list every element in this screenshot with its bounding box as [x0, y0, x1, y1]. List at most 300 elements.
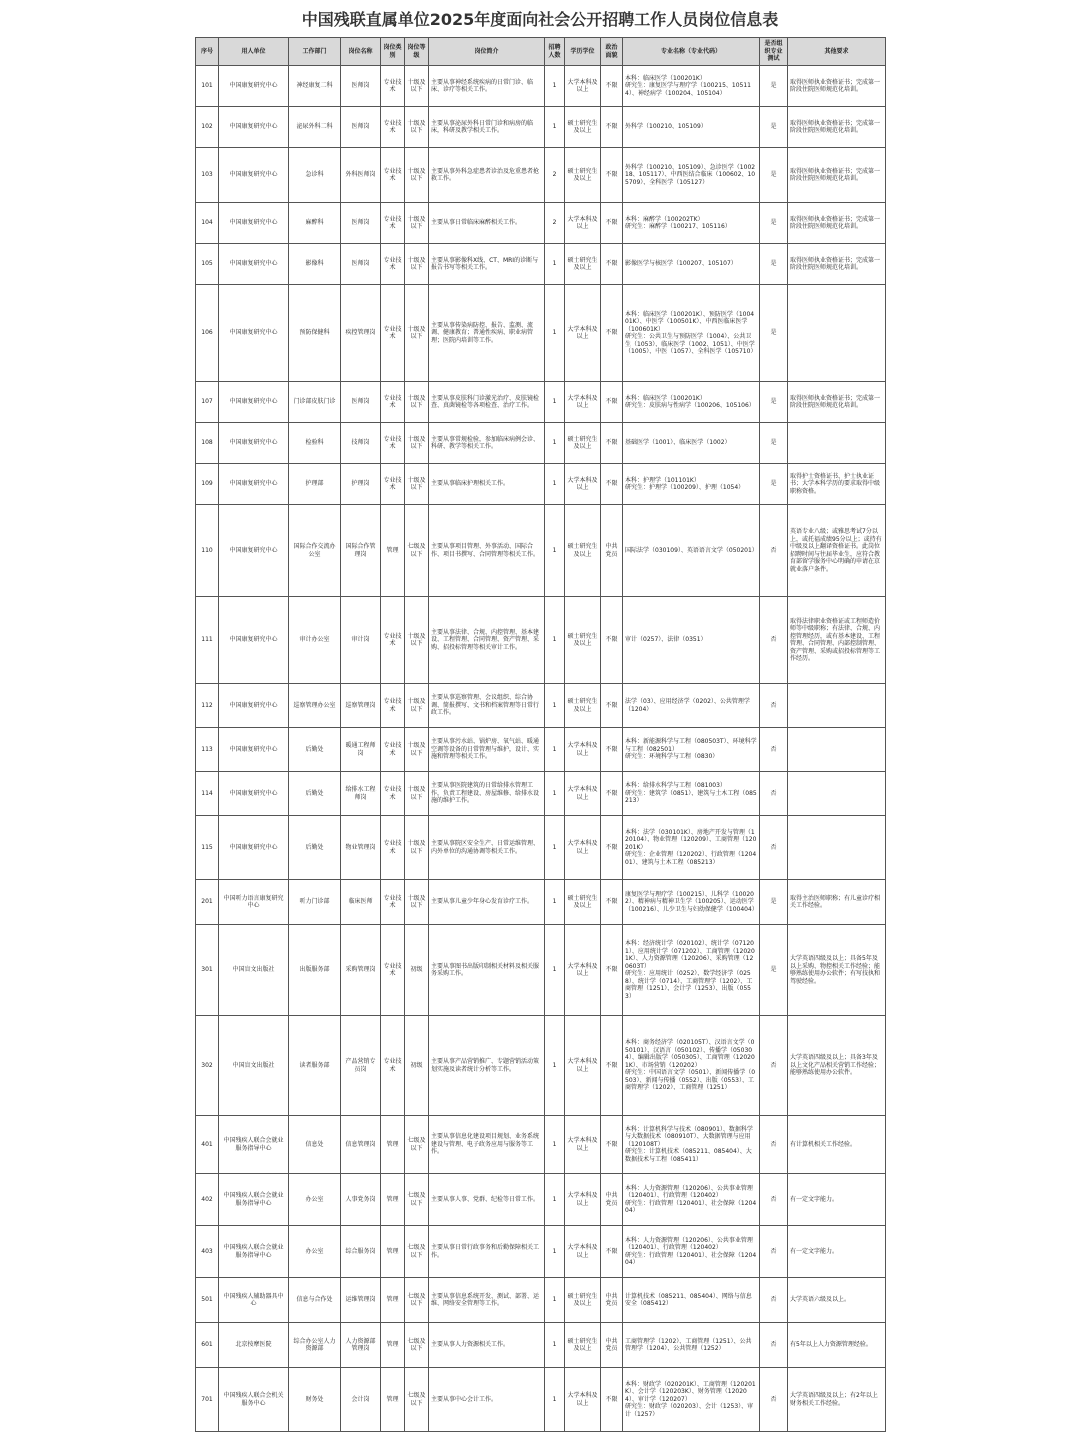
row-count: 1 [545, 728, 565, 772]
row-post: 综合服务岗 [341, 1226, 381, 1278]
row-number: 104 [196, 203, 219, 244]
row-major: 本科：经济统计学（020102）、统计学（071201）、应用统计学（071202）、工商管理（120201K）、人力资源管理（120206）、采购管理（120603T） 研究生：应用统计（0252）、数学经济学（0258）、统计学（0714）、工商管理学（1202）、工商管理（1251）、会计学（1253）、出版（0553） [623, 925, 760, 1016]
row-category: 专业技术 [381, 285, 405, 382]
row-category: 专业技术 [381, 684, 405, 728]
row-other [788, 285, 886, 382]
header-count: 招聘人数 [545, 38, 565, 66]
row-level: 十级及以下 [405, 772, 429, 816]
row-level: 初级 [405, 925, 429, 1016]
row-description: 主要从事院区安全生产、日常运维管理、内外单位的沟通协调等相关工作。 [429, 816, 545, 880]
table-row [196, 816, 886, 880]
row-category: 专业技术 [381, 816, 405, 880]
table-row [196, 1116, 886, 1174]
row-unit: 中国盲文出版社 [219, 1016, 289, 1116]
row-other: 大学英语六级及以上。 [788, 1278, 886, 1323]
row-count: 1 [545, 1016, 565, 1116]
row-test: 否 [760, 1323, 788, 1368]
row-test: 是 [760, 382, 788, 423]
row-major: 本科：人力资源管理（120206）、公共事业管理（120401）、行政管理（120402） 研究生：行政管理（120401）、社会保障（120404） [623, 1226, 760, 1278]
header-dept: 工作部门 [289, 38, 341, 66]
row-post: 医师岗 [341, 107, 381, 148]
row-post: 医师岗 [341, 382, 381, 423]
row-unit: 中国康复研究中心 [219, 285, 289, 382]
row-other: 取得主治医师职称；有儿童诊疗相关工作经验。 [788, 880, 886, 925]
row-department: 巡察管理办公室 [289, 684, 341, 728]
row-description: 主要从事神经系统疾病的日常门诊、临床、诊疗等相关工作。 [429, 66, 545, 107]
header-category: 岗位类别 [381, 38, 405, 66]
row-number: 109 [196, 464, 219, 505]
header-education: 学历学位 [565, 38, 601, 66]
row-count: 1 [545, 244, 565, 285]
row-post: 审计岗 [341, 597, 381, 684]
row-department: 综合办公室人力资源部 [289, 1323, 341, 1368]
row-description: 主要从事日常行政事务和后勤保障相关工作。 [429, 1226, 545, 1278]
row-description: 主要从事常规检验，参加临床病例会诊、科研、教学等相关工作。 [429, 423, 545, 464]
row-test: 否 [760, 1278, 788, 1323]
row-category: 专业技术 [381, 597, 405, 684]
table-row [196, 1278, 886, 1323]
row-education: 大学本科及以上 [565, 382, 601, 423]
row-level: 十级及以下 [405, 597, 429, 684]
row-level: 七级及以下 [405, 1323, 429, 1368]
row-department: 国际合作交流办公室 [289, 505, 341, 597]
row-political: 不限 [601, 285, 623, 382]
row-level: 七级及以下 [405, 505, 429, 597]
row-post: 国际合作管理岗 [341, 505, 381, 597]
header-political: 政治面貌 [601, 38, 623, 66]
row-post: 医师岗 [341, 203, 381, 244]
table-row [196, 1016, 886, 1116]
row-other: 大学英语四级及以上；具备3年及以上文化产品相关营销工作经验；能够熟练使用办公软件。 [788, 1016, 886, 1116]
row-major: 工商管理学（1202）、工商管理（1251）、公共管理学（1204）、公共管理（1252） [623, 1323, 760, 1368]
row-department: 审计办公室 [289, 597, 341, 684]
table-row [196, 597, 886, 684]
row-description: 主要从事信息化建设项目规划、业务系统建设与管理、电子政务应用与服务等工作。 [429, 1116, 545, 1174]
row-department: 影像科 [289, 244, 341, 285]
row-other: 取得医师执业资格证书；完成第一阶段住院医师规范化培训。 [788, 107, 886, 148]
row-category: 管理 [381, 1174, 405, 1226]
row-unit: 中国康复研究中心 [219, 772, 289, 816]
row-level: 十级及以下 [405, 816, 429, 880]
row-department: 出版服务部 [289, 925, 341, 1016]
table-row [196, 728, 886, 772]
row-count: 1 [545, 1368, 565, 1432]
row-unit: 中国康复研究中心 [219, 423, 289, 464]
row-education: 大学本科及以上 [565, 772, 601, 816]
row-category: 专业技术 [381, 880, 405, 925]
row-description: 主要从事项目管理、外事活动、国际合作、项目书撰写、合同管理等相关工作。 [429, 505, 545, 597]
header-other: 其他要求 [788, 38, 886, 66]
row-unit: 中国康复研究中心 [219, 728, 289, 772]
row-category: 管理 [381, 1368, 405, 1432]
row-count: 1 [545, 1116, 565, 1174]
row-test: 是 [760, 203, 788, 244]
row-major: 本科：临床医学（100201K） 研究生：皮肤病与性病学（100206、105106） [623, 382, 760, 423]
row-number: 103 [196, 148, 219, 203]
row-post: 技师岗 [341, 423, 381, 464]
row-political: 不限 [601, 382, 623, 423]
row-description: 主要从事临床护理相关工作。 [429, 464, 545, 505]
row-education: 硕士研究生及以上 [565, 244, 601, 285]
row-unit: 中国残疾人辅助器具中心 [219, 1278, 289, 1323]
row-major: 本科：计算机科学与技术（080901）、数据科学与大数据技术（080910T）、大数据管理与应用（120108T） 研究生：计算机技术（085211、085404）、大数据技术与工程（085411） [623, 1116, 760, 1174]
row-count: 1 [545, 1323, 565, 1368]
row-post: 运维管理岗 [341, 1278, 381, 1323]
row-other: 大学英语四级及以上；有2年以上财务相关工作经验。 [788, 1368, 886, 1432]
row-other: 取得医师执业资格证书；完成第一阶段住院医师规范化培训。 [788, 382, 886, 423]
row-description: 主要从事中心会计工作。 [429, 1368, 545, 1432]
table-row [196, 423, 886, 464]
row-political: 不限 [601, 816, 623, 880]
row-category: 管理 [381, 1278, 405, 1323]
row-description: 主要从事信息系统开发、测试、部署、运维、网络安全管理等工作。 [429, 1278, 545, 1323]
row-category: 管理 [381, 1323, 405, 1368]
row-department: 财务处 [289, 1368, 341, 1432]
row-count: 1 [545, 1174, 565, 1226]
row-number: 401 [196, 1116, 219, 1174]
row-political: 不限 [601, 880, 623, 925]
row-count: 1 [545, 684, 565, 728]
table-row [196, 1226, 886, 1278]
row-description: 主要从事皮肤科门诊激光治疗、皮肤镜检查、真菌镜检等各项检查、治疗工作。 [429, 382, 545, 423]
row-level: 十级及以下 [405, 382, 429, 423]
header-row [196, 38, 886, 66]
table-row [196, 684, 886, 728]
header-level: 岗位等级 [405, 38, 429, 66]
table-row [196, 464, 886, 505]
row-unit: 中国康复研究中心 [219, 816, 289, 880]
row-education: 硕士研究生及以上 [565, 423, 601, 464]
table-row [196, 1323, 886, 1368]
row-level: 七级及以下 [405, 1116, 429, 1174]
row-category: 专业技术 [381, 148, 405, 203]
row-category: 专业技术 [381, 464, 405, 505]
row-education: 硕士研究生及以上 [565, 684, 601, 728]
row-major: 外科学（100210、105109） [623, 107, 760, 148]
table-row [196, 107, 886, 148]
row-category: 专业技术 [381, 423, 405, 464]
row-major: 本科：财政学（020201K）、工商管理（120201K）、会计学（120203K）、财务管理（120204）、审计学（120207） 研究生：财政学（020203）、会计（1253）、审计（1257） [623, 1368, 760, 1432]
row-description: 主要从事产品营销推广、专题营销活动策划实施及读者统计分析等工作。 [429, 1016, 545, 1116]
row-count: 1 [545, 597, 565, 684]
row-post: 给排水工程师岗 [341, 772, 381, 816]
row-level: 七级及以下 [405, 1368, 429, 1432]
row-unit: 中国康复研究中心 [219, 66, 289, 107]
row-post: 产品营销专员岗 [341, 1016, 381, 1116]
row-department: 后勤处 [289, 728, 341, 772]
row-level: 十级及以下 [405, 203, 429, 244]
row-major: 审计（0257）、法律（0351） [623, 597, 760, 684]
row-number: 201 [196, 880, 219, 925]
row-political: 中共党员 [601, 1323, 623, 1368]
row-number: 701 [196, 1368, 219, 1432]
row-level: 十级及以下 [405, 684, 429, 728]
table-row [196, 1174, 886, 1226]
row-other [788, 772, 886, 816]
row-count: 1 [545, 1278, 565, 1323]
row-test: 是 [760, 464, 788, 505]
row-post: 护理岗 [341, 464, 381, 505]
row-count: 1 [545, 66, 565, 107]
row-post: 人力资源部管理岗 [341, 1323, 381, 1368]
row-unit: 中国康复研究中心 [219, 148, 289, 203]
row-count: 1 [545, 505, 565, 597]
row-number: 113 [196, 728, 219, 772]
row-major: 计算机技术（085211、085404）、网络与信息安全（085412） [623, 1278, 760, 1323]
row-post: 信息管理岗 [341, 1116, 381, 1174]
row-unit: 中国康复研究中心 [219, 382, 289, 423]
row-political: 不限 [601, 244, 623, 285]
row-number: 102 [196, 107, 219, 148]
row-description: 主要从事医院建筑的日常给排水管理工作，负责工程建设、房屋维修、给排水设施的维护工作。 [429, 772, 545, 816]
row-category: 专业技术 [381, 244, 405, 285]
row-level: 十级及以下 [405, 148, 429, 203]
row-level: 十级及以下 [405, 423, 429, 464]
row-political: 不限 [601, 66, 623, 107]
row-education: 硕士研究生及以上 [565, 505, 601, 597]
row-post: 物业管理岗 [341, 816, 381, 880]
row-count: 1 [545, 1226, 565, 1278]
row-description: 主要从事法律、合规、内控管理、基本建设、工程管理、合同管理、资产管理、采购、招投标管理等相关审计工作。 [429, 597, 545, 684]
row-education: 硕士研究生及以上 [565, 148, 601, 203]
row-category: 专业技术 [381, 728, 405, 772]
table-row [196, 66, 886, 107]
row-post: 外科医师岗 [341, 148, 381, 203]
row-other [788, 728, 886, 772]
row-other: 取得医师执业资格证书；完成第一阶段住院医师规范化培训。 [788, 203, 886, 244]
row-major: 基础医学（1001）、临床医学（1002） [623, 423, 760, 464]
row-other: 有一定文字能力。 [788, 1174, 886, 1226]
row-unit: 中国康复研究中心 [219, 203, 289, 244]
row-other: 取得医师执业资格证书；完成第一阶段住院医师规范化培训。 [788, 66, 886, 107]
row-count: 1 [545, 816, 565, 880]
row-department: 急诊科 [289, 148, 341, 203]
row-post: 人事党务岗 [341, 1174, 381, 1226]
row-test: 是 [760, 285, 788, 382]
header-major: 专业名称（专业代码） [623, 38, 760, 66]
row-unit: 中国康复研究中心 [219, 107, 289, 148]
table-row [196, 880, 886, 925]
row-major: 本科：临床医学（100201K） 研究生：康复医学与理疗学（100215、105114）、神经病学（100204、105104） [623, 66, 760, 107]
row-education: 硕士研究生及以上 [565, 107, 601, 148]
row-education: 大学本科及以上 [565, 1226, 601, 1278]
row-department: 护理部 [289, 464, 341, 505]
row-other: 大学英语四级及以上；具备5年及以上采购、物控相关工作经验；能够熟练使用办公软件；有写技执和驾驶经验。 [788, 925, 886, 1016]
header-description: 岗位简介 [429, 38, 545, 66]
row-post: 医师岗 [341, 244, 381, 285]
row-description: 主要从事日常临床麻醉相关工作。 [429, 203, 545, 244]
row-unit: 中国康复研究中心 [219, 684, 289, 728]
row-major: 本科：人力资源管理（120206）、公共事业管理（120401）、行政管理（120402） 研究生：行政管理（120401）、社会保障（120404） [623, 1174, 760, 1226]
row-number: 106 [196, 285, 219, 382]
row-number: 110 [196, 505, 219, 597]
table-row [196, 505, 886, 597]
row-test: 是 [760, 244, 788, 285]
row-political: 不限 [601, 1226, 623, 1278]
row-education: 硕士研究生及以上 [565, 1323, 601, 1368]
row-category: 专业技术 [381, 772, 405, 816]
row-test: 否 [760, 1174, 788, 1226]
row-major: 法学（03）、应用经济学（0202）、公共管理学（1204） [623, 684, 760, 728]
row-test: 是 [760, 880, 788, 925]
row-other: 取得医师执业资格证书；完成第一阶段住院医师规范化培训。 [788, 244, 886, 285]
row-political: 不限 [601, 684, 623, 728]
row-major: 影像医学与核医学（100207、105107） [623, 244, 760, 285]
row-test: 否 [760, 597, 788, 684]
row-description: 主要从事儿童少年身心发育诊疗工作。 [429, 880, 545, 925]
row-category: 专业技术 [381, 1016, 405, 1116]
row-political: 不限 [601, 728, 623, 772]
row-post: 会计岗 [341, 1368, 381, 1432]
row-other: 有计算机相关工作经验。 [788, 1116, 886, 1174]
row-count: 1 [545, 925, 565, 1016]
table-row [196, 382, 886, 423]
row-political: 不限 [601, 464, 623, 505]
job-table [195, 37, 886, 1432]
row-count: 1 [545, 107, 565, 148]
row-test: 是 [760, 925, 788, 1016]
row-post: 暖通工程师岗 [341, 728, 381, 772]
row-education: 大学本科及以上 [565, 1368, 601, 1432]
row-political: 不限 [601, 1016, 623, 1116]
row-department: 后勤处 [289, 816, 341, 880]
row-education: 大学本科及以上 [565, 464, 601, 505]
table-row [196, 203, 886, 244]
row-number: 101 [196, 66, 219, 107]
row-unit: 中国康复研究中心 [219, 464, 289, 505]
row-test: 否 [760, 1226, 788, 1278]
row-category: 专业技术 [381, 203, 405, 244]
row-other: 取得法律职业资格证或工程师造价师等中级职称；有法律、合规、内控管理经历，或有基本建设、工程管理、合同管理、内部控制管理、资产管理、采购或招投标管理等工作经历。 [788, 597, 886, 684]
row-count: 1 [545, 423, 565, 464]
row-department: 检验科 [289, 423, 341, 464]
row-count: 2 [545, 203, 565, 244]
row-number: 301 [196, 925, 219, 1016]
row-post: 巡察管理岗 [341, 684, 381, 728]
row-political: 不限 [601, 772, 623, 816]
row-level: 十级及以下 [405, 107, 429, 148]
row-description: 主要从事人力资源相关工作。 [429, 1323, 545, 1368]
row-other: 取得护士资格证书、护士执业证书；大学本科学历的要求取得中级职称资格。 [788, 464, 886, 505]
row-other: 有一定文字能力。 [788, 1226, 886, 1278]
row-department: 神经康复二科 [289, 66, 341, 107]
row-level: 七级及以下 [405, 1174, 429, 1226]
table-row [196, 148, 886, 203]
row-major: 康复医学与理疗学（100215）、儿科学（100202）、精神病与精神卫生学（100205）、运动医学（100216）、儿少卫生与妇幼保健学（100404） [623, 880, 760, 925]
row-other: 取得医师执业资格证书；完成第一阶段住院医师规范化培训。 [788, 148, 886, 203]
row-education: 大学本科及以上 [565, 1174, 601, 1226]
row-test: 是 [760, 66, 788, 107]
row-major: 本科：新能源科学与工程（080503T）、环境科学与工程（082501） 研究生：环境科学与工程（0830） [623, 728, 760, 772]
row-education: 大学本科及以上 [565, 285, 601, 382]
row-education: 硕士研究生及以上 [565, 880, 601, 925]
row-test: 否 [760, 684, 788, 728]
row-number: 112 [196, 684, 219, 728]
row-level: 十级及以下 [405, 464, 429, 505]
row-post: 临床医师 [341, 880, 381, 925]
row-number: 107 [196, 382, 219, 423]
row-count: 1 [545, 464, 565, 505]
row-post: 疾控管理岗 [341, 285, 381, 382]
row-level: 十级及以下 [405, 66, 429, 107]
row-category: 管理 [381, 505, 405, 597]
row-other [788, 816, 886, 880]
row-number: 402 [196, 1174, 219, 1226]
table-row [196, 244, 886, 285]
row-category: 管理 [381, 1116, 405, 1174]
row-major: 本科：法学（030101K）、房地产开发与管理（120104）、物业管理（120209）、工商管理（120201K） 研究生：企业管理（120202）、行政管理（120401）、建筑与土木工程（085213） [623, 816, 760, 880]
row-major: 国际法学（030109）、英语语言文学（050201） [623, 505, 760, 597]
row-political: 不限 [601, 148, 623, 203]
row-description: 主要从事传染病防控、报告、监测、流调、健康教育；普通性疾病、职业病管理；医院内培训等工作。 [429, 285, 545, 382]
row-other: 英语专业八级；或雅思考试7分以上，或托福成绩95分以上；或持有中级及以上翻译资格证书。此岗位招聘时间与往届毕业生，应符合教育部留学服务中心明确的申请在京就业落户条件。 [788, 505, 886, 597]
row-department: 信息与合作处 [289, 1278, 341, 1323]
row-department: 信息处 [289, 1116, 341, 1174]
row-test: 是 [760, 423, 788, 464]
row-test: 否 [760, 1016, 788, 1116]
row-department: 办公室 [289, 1226, 341, 1278]
row-category: 专业技术 [381, 925, 405, 1016]
row-department: 泌尿外科二科 [289, 107, 341, 148]
row-number: 111 [196, 597, 219, 684]
row-number: 501 [196, 1278, 219, 1323]
row-count: 1 [545, 772, 565, 816]
header-post: 岗位名称 [341, 38, 381, 66]
row-description: 主要从事影像科X线、CT、MRI的诊断与报告书写等相关工作。 [429, 244, 545, 285]
row-number: 114 [196, 772, 219, 816]
row-description: 主要从事污水站、锅炉房、氧气站、暖通空调等设备的日常管理与维护，设计、实施和管理等相关工作。 [429, 728, 545, 772]
row-department: 读者服务部 [289, 1016, 341, 1116]
row-count: 2 [545, 148, 565, 203]
row-description: 主要从事泌尿外科日常门诊和病房的临床，科研及教学相关工作。 [429, 107, 545, 148]
row-other [788, 684, 886, 728]
row-other [788, 423, 886, 464]
row-major: 本科：护理学（101101K） 研究生：护理学（100209）、护理（1054） [623, 464, 760, 505]
row-political: 中共党员 [601, 1278, 623, 1323]
row-other: 有5年以上人力资源管理经验。 [788, 1323, 886, 1368]
row-political: 不限 [601, 203, 623, 244]
row-education: 大学本科及以上 [565, 1016, 601, 1116]
row-department: 预防保健科 [289, 285, 341, 382]
row-political: 中共党员 [601, 505, 623, 597]
row-category: 管理 [381, 1226, 405, 1278]
row-post: 采购管理岗 [341, 925, 381, 1016]
header-no: 序号 [196, 38, 219, 66]
table-row [196, 772, 886, 816]
row-test: 否 [760, 1116, 788, 1174]
row-post: 医师岗 [341, 66, 381, 107]
row-major: 本科：麻醉学（100202TK） 研究生：麻醉学（100217、105116） [623, 203, 760, 244]
row-count: 1 [545, 382, 565, 423]
row-level: 七级及以下 [405, 1278, 429, 1323]
row-level: 初级 [405, 1016, 429, 1116]
row-political: 不限 [601, 1116, 623, 1174]
row-education: 硕士研究生及以上 [565, 597, 601, 684]
row-political: 中共党员 [601, 1174, 623, 1226]
row-test: 是 [760, 148, 788, 203]
row-unit: 中国残疾人联合会就业服务指导中心 [219, 1116, 289, 1174]
row-department: 麻醉科 [289, 203, 341, 244]
row-category: 专业技术 [381, 382, 405, 423]
row-number: 403 [196, 1226, 219, 1278]
row-category: 专业技术 [381, 66, 405, 107]
row-test: 否 [760, 728, 788, 772]
row-description: 主要从事人事、党群、纪检等日常工作。 [429, 1174, 545, 1226]
row-unit: 中国残疾人联合会就业服务指导中心 [219, 1174, 289, 1226]
row-education: 大学本科及以上 [565, 728, 601, 772]
row-department: 后勤处 [289, 772, 341, 816]
row-description: 主要从事巡察管理、会议组织、综合协调、简报撰写、文书和档案管理等日常行政工作。 [429, 684, 545, 728]
